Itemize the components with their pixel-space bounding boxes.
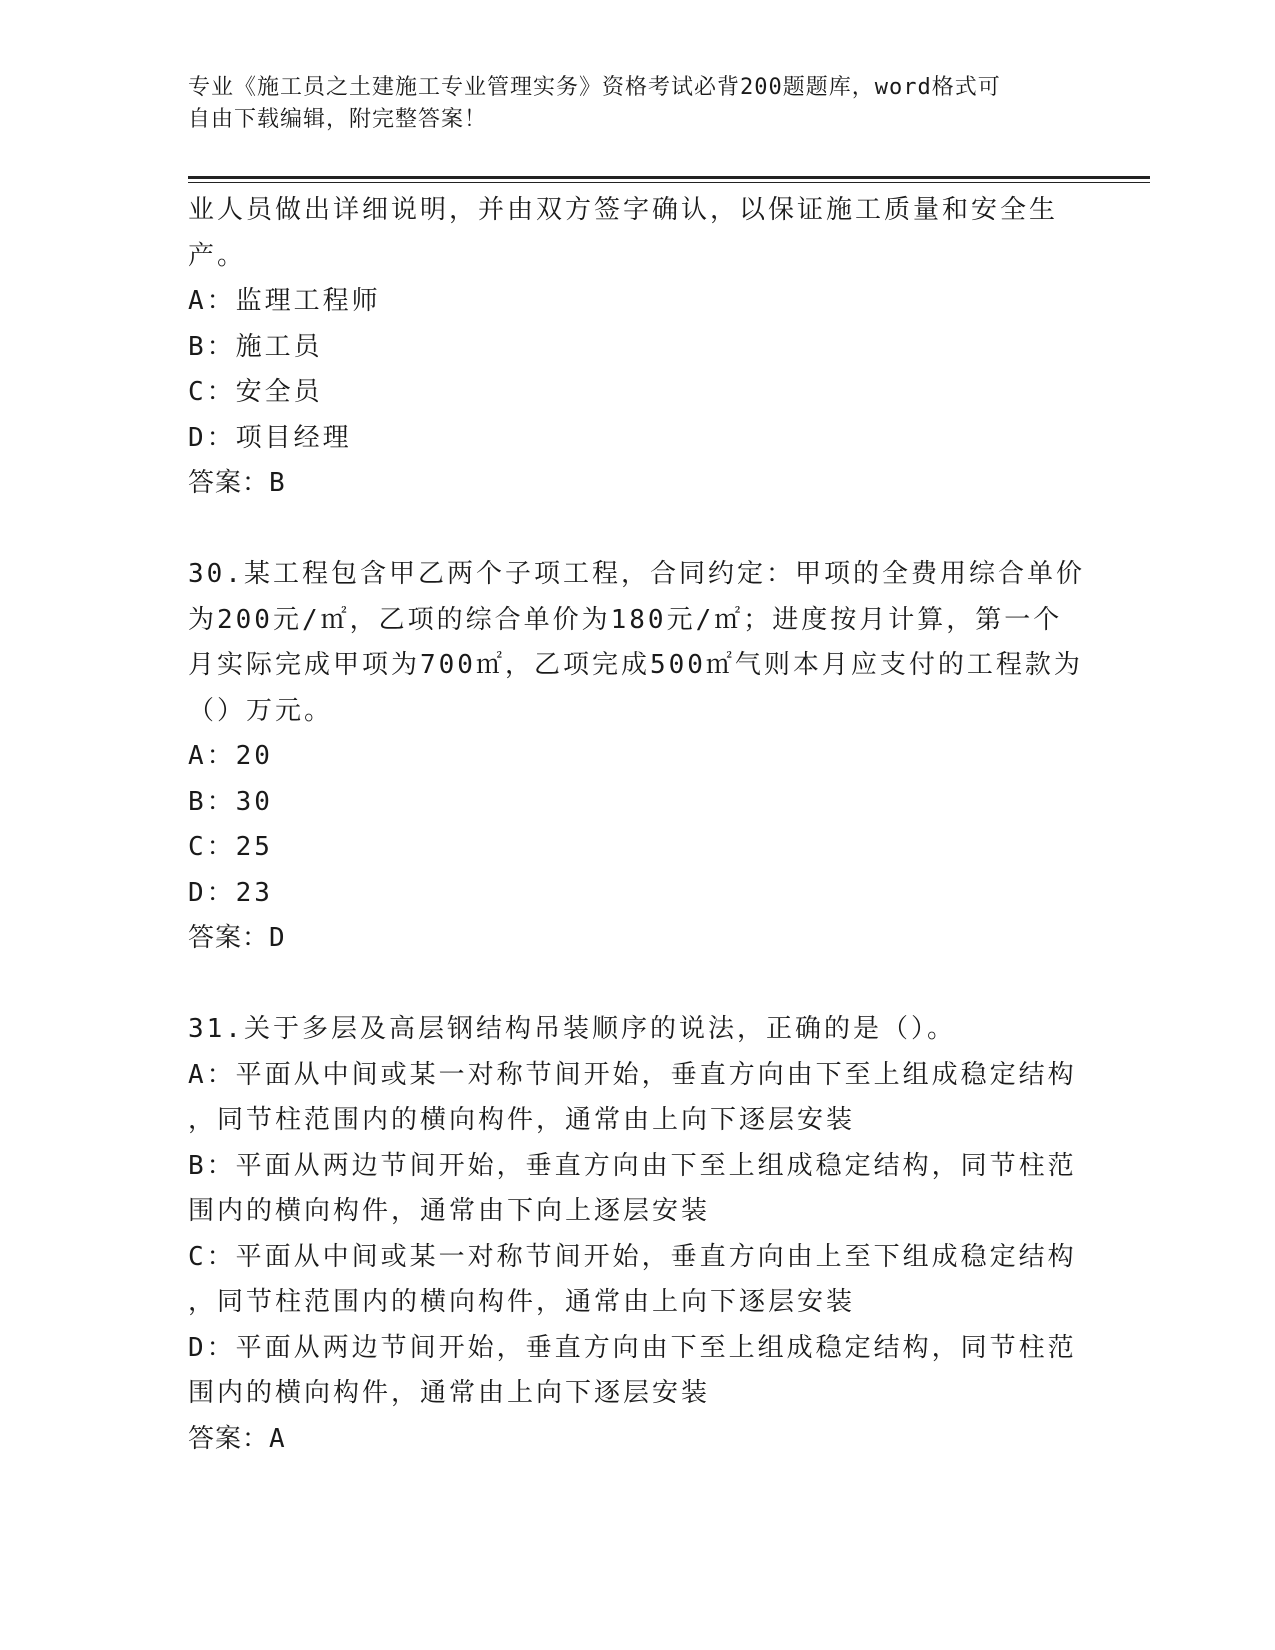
option-b: 围内的横向构件，通常由下向上逐层安装: [188, 1196, 711, 1226]
question-stem: 产。: [188, 240, 247, 271]
header-divider-thick: [188, 176, 1150, 179]
question-30: [188, 552, 1085, 962]
question-29: [188, 188, 1078, 507]
option-c: C：平面从中间或某一对称节间开始，垂直方向由上至下组成稳定结构: [188, 1241, 1077, 1272]
question-stem: （）万元。: [188, 695, 334, 726]
answer-line: 答案：A: [188, 1423, 286, 1454]
option-b: B：平面从两边节间开始，垂直方向由下至上组成稳定结构，同节柱范: [188, 1150, 1077, 1181]
question-stem: 31.关于多层及高层钢结构吊装顺序的说法，正确的是（）。: [188, 1014, 956, 1044]
question-list: [188, 188, 1085, 1462]
question-spacer: [188, 962, 1078, 1008]
option-c: C：安全员: [188, 377, 323, 407]
header-line-2: 自由下载编辑，附完整答案！: [188, 107, 488, 132]
option-a: A：平面从中间或某一对称节间开始，垂直方向由下至上组成稳定结构: [188, 1059, 1077, 1090]
option-a: ，同节柱范围内的横向构件，通常由上向下逐层安装: [188, 1105, 856, 1135]
option-d: D：23: [188, 877, 273, 908]
option-b: B：30: [188, 786, 273, 817]
option-d: 围内的横向构件，通常由上向下逐层安装: [188, 1378, 711, 1408]
option-d: D：项目经理: [188, 422, 352, 453]
answer-line: 答案：D: [188, 923, 286, 953]
question-stem: 月实际完成甲项为700㎡，乙项完成500㎡气则本月应支付的工程款为: [188, 650, 1083, 680]
answer-line: 答案：B: [188, 468, 286, 498]
option-c: ，同节柱范围内的横向构件，通常由上向下逐层安装: [188, 1287, 856, 1317]
header-line-1: 专业《施工员之土建施工专业管理实务》资格考试必背200题题库，word格式可: [188, 75, 1001, 100]
option-a: A：20: [188, 741, 273, 771]
option-c: C：25: [188, 832, 273, 862]
question-spacer: [188, 507, 1078, 553]
question-stem: 业人员做出详细说明，并由双方签字确认，以保证施工质量和安全生: [188, 195, 1059, 225]
question-stem: 30.某工程包含甲乙两个子项工程，合同约定：甲项的全费用综合单价: [188, 559, 1085, 589]
question-stem: 为200元/㎡，乙项的综合单价为180元/㎡；进度按月计算，第一个: [188, 604, 1063, 635]
question-31: [188, 1007, 1078, 1462]
header-divider-thin: [188, 182, 1150, 183]
option-a: A：监理工程师: [188, 286, 381, 316]
option-b: B：施工员: [188, 331, 323, 362]
option-d: D：平面从两边节间开始，垂直方向由下至上组成稳定结构，同节柱范: [188, 1332, 1077, 1363]
document-header: [188, 72, 1068, 136]
